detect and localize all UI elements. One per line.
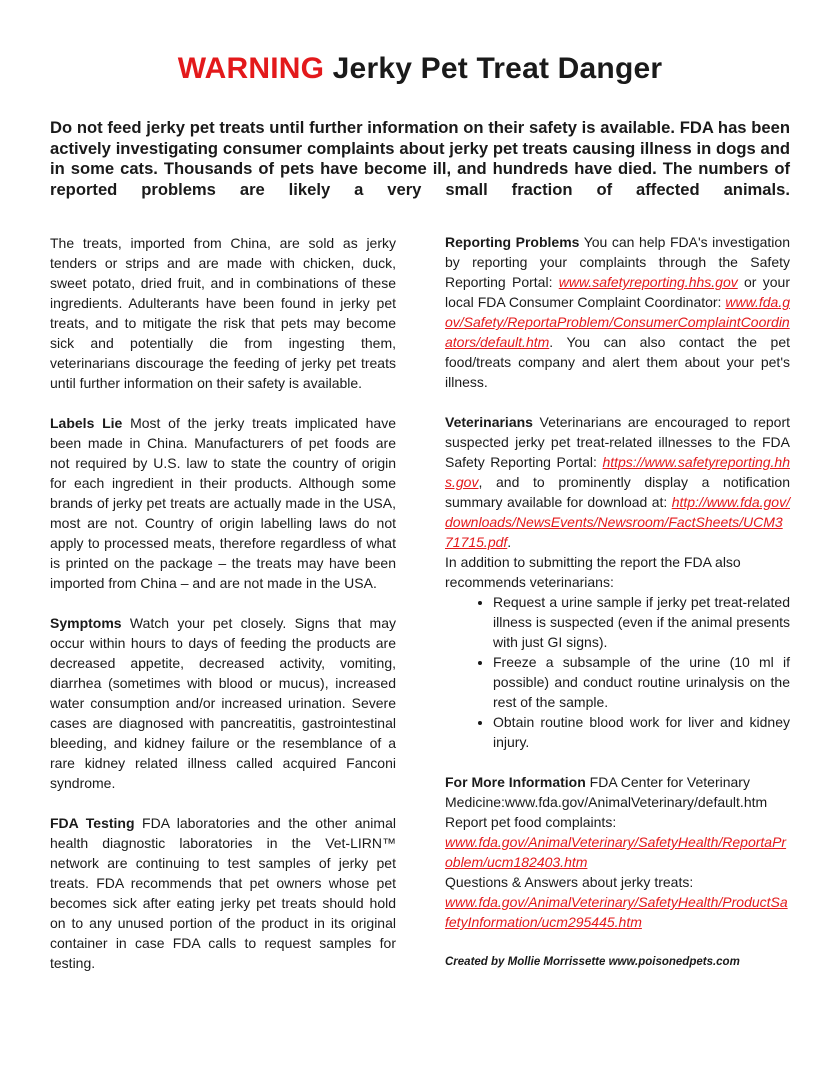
vets-heading: Veterinarians bbox=[445, 414, 533, 430]
testing-section bbox=[50, 813, 396, 973]
testing-body: FDA laboratories and the other animal health diagnostic laboratories in the Vet-LIRN™ network are continuing to test samples of jerky pet treats. FDA recommends that pet owners whose pet becomes sick after eating jerky pet treats should hold on to any unused portion of the product in its original container in case FDA calls to request samples for testing. bbox=[50, 815, 396, 971]
intro-paragraph: The treats, imported from China, are sold as jerky tenders or strips and are made with chicken, duck, sweet potato, dried fruit, and in combinations of these ingredients. Adulterants have been found in jerky pet treats, and to mitigate the risk that pets may become sick and potentially die from ingesting them, veterinarians discourage the feeding of jerky pet treats until further information on their safety is available. bbox=[50, 235, 396, 391]
more-info-heading: For More Information bbox=[445, 774, 586, 790]
vets-text-1: Veterinarians are encouraged to report suspected jerky pet treat-related illnesses to the FDA Safety Reporting Portal: bbox=[445, 414, 790, 470]
reporting-text-3: . You can also contact the pet food/treats company and alert them about your pet's illness. bbox=[445, 334, 790, 390]
labels-section bbox=[50, 413, 396, 593]
symptoms-heading: Symptoms bbox=[50, 615, 122, 631]
vets-text-3: . bbox=[507, 534, 512, 550]
right-column bbox=[445, 232, 790, 972]
left-column bbox=[50, 233, 396, 973]
labels-heading: Labels Lie bbox=[50, 415, 123, 431]
list-item: • Freeze a subsample of the urine (10 ml if possible) and conduct routine urinalysis on the rest of the sample. bbox=[493, 652, 790, 712]
safety-portal-link[interactable]: www.safetyreporting.hhs.gov bbox=[558, 274, 738, 290]
qa-link[interactable]: www.fda.gov/AnimalVeterinary/SafetyHealth/ProductSafetyInformation/ucm295445.htm bbox=[445, 894, 788, 930]
list-item: • Request a urine sample if jerky pet treat-related illness is suspected (even if the animal presents with just GI signs). bbox=[493, 592, 790, 652]
list-item: • Obtain routine blood work for liver and kidney injury. bbox=[493, 712, 790, 752]
warning-word: WARNING bbox=[177, 52, 325, 85]
title-text: Jerky Pet Treat Danger bbox=[332, 52, 663, 85]
vet-portal-link[interactable]: https://www.safetyreporting.hhs.gov bbox=[445, 454, 790, 490]
vets-text-2: , and to prominently display a notification summary available for download at: bbox=[445, 474, 790, 510]
qa-label: Questions & Answers about jerky treats: bbox=[445, 874, 694, 890]
vets-addition: In addition to submitting the report the FDA also recommends veterinarians: bbox=[445, 554, 741, 590]
credit-line: Created by Mollie Morrissette www.poisonedpets.com bbox=[445, 956, 740, 968]
more-info-section bbox=[445, 772, 790, 932]
more-info-text: FDA Center for Veterinary Medicine:www.fda.gov/AnimalVeterinary/default.htm Report pet food complaints: bbox=[445, 774, 768, 830]
symptoms-section bbox=[50, 613, 396, 793]
vets-section bbox=[445, 412, 790, 552]
report-complaints-link[interactable]: www.fda.gov/AnimalVeterinary/SafetyHealth/ReportaProblem/ucm182403.htm bbox=[445, 834, 787, 870]
reporting-section bbox=[445, 232, 790, 392]
symptoms-body: Watch your pet closely. Signs that may occur within hours to days of feeding the products are decreased appetite, decreased activity, vomiting, diarrhea (sometimes with blood or mucus), increased water consumption and/or increased urination. Severe cases are diagnosed with pancreatitis, gastrointestinal bleeding, and kidney failure or the resemblance of a rare kidney related illness called acquired Fanconi syndrome. bbox=[50, 615, 396, 791]
complaint-coordinator-link[interactable]: www.fda.gov/Safety/ReportaProblem/ConsumerComplaintCoordinators/default.htm bbox=[445, 294, 790, 350]
reporting-heading: Reporting Problems bbox=[445, 234, 580, 250]
reporting-text-2: or your local FDA Consumer Complaint Coordinator: bbox=[445, 274, 790, 310]
fact-sheet-link[interactable]: http://www.fda.gov/downloads/NewsEvents/Newsroom/FactSheets/UCM371715.pdf bbox=[445, 494, 790, 550]
page-title bbox=[0, 52, 840, 86]
recommendations-list bbox=[445, 592, 790, 752]
reporting-text-1: You can help FDA's investigation by reporting your complaints through the Safety Reporting Portal: bbox=[445, 234, 790, 290]
lead-paragraph: Do not feed jerky pet treats until further information on their safety is available. FDA has been actively investigating consumer complaints about jerky pet treats causing illness in dogs and in some cats. Thousands of pets have become ill, and hundreds have died. The numbers of reported problems are likely a very small fraction of affected animals. bbox=[50, 118, 790, 199]
labels-body: Most of the jerky treats implicated have been made in China. Manufacturers of pet foods are not required by U.S. law to state the country of origin for each ingredient in their products. Although some brands of jerky pet treats are actually made in the USA, most are not. Country of origin labelling laws do not apply to processed meats, therefore regardless of what is printed on the package – the treats may have been imported from China – and are not made in the USA. bbox=[50, 415, 396, 591]
testing-heading: FDA Testing bbox=[50, 815, 135, 831]
